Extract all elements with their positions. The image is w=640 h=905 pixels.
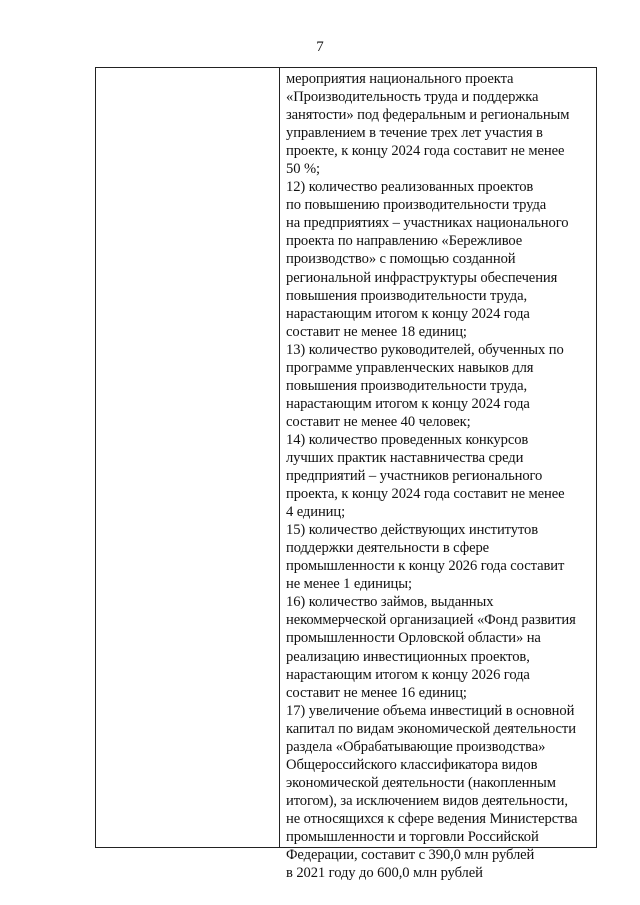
text-line: региональной инфраструктуры обеспечения (286, 269, 558, 286)
text-line: лучших практик наставничества среди (286, 449, 524, 466)
text-line: экономической деятельности (накопленным (286, 774, 556, 791)
text-line: раздела «Обрабатывающие производства» (286, 738, 546, 755)
text-line: проекте, к концу 2024 года составит не менее (286, 143, 565, 160)
table-cell-left (96, 68, 280, 847)
text-line: производство» с помощью созданной (286, 251, 516, 268)
text-line: мероприятия национального проекта (286, 71, 514, 87)
text-line: не относящихся к сфере ведения Министерства (286, 810, 578, 827)
text-line: капитал по видам экономической деятельности (286, 720, 576, 737)
text-line: 12) количество реализованных проектов (286, 179, 534, 196)
text-line: занятости» под федеральным и региональным (286, 107, 570, 124)
table-cell-right (280, 68, 597, 882)
text-line: проекта по направлению «Бережливое (286, 233, 523, 250)
text-line: повышения производительности труда, (286, 287, 528, 304)
page-number: 7 (316, 39, 324, 55)
text-line: повышения производительности труда, (286, 377, 528, 394)
text-line: промышленности к концу 2026 года составит (286, 558, 565, 575)
text-line: промышленности Орловской области» на (286, 630, 541, 647)
text-line: предприятий – участников регионального (286, 468, 543, 485)
text-line: в 2021 году до 600,0 млн рублей (286, 865, 483, 882)
text-line: по повышению производительности труда (286, 197, 547, 214)
text-line: 14) количество проведенных конкурсов (286, 431, 529, 448)
text-line: нарастающим итогом к концу 2026 года (286, 666, 530, 683)
text-line: не менее 1 единицы; (286, 576, 412, 593)
text-line: составит не менее 40 человек; (286, 413, 471, 430)
document-table (95, 67, 597, 882)
text-line: Федерации, составит с 390,0 млн рублей (286, 847, 535, 864)
text-line: проекта, к концу 2024 года составит не менее (286, 486, 565, 503)
text-line: 16) количество займов, выданных (286, 594, 494, 611)
text-line: нарастающим итогом к концу 2024 года (286, 305, 530, 322)
text-line: нарастающим итогом к концу 2024 года (286, 395, 530, 412)
text-line: 50 %; (286, 161, 320, 178)
text-line: управлением в течение трех лет участия в (286, 125, 543, 142)
text-line: 13) количество руководителей, обученных по (286, 341, 564, 358)
text-line: некоммерческой организацией «Фонд развития (286, 612, 576, 629)
text-line: промышленности и торговли Российской (286, 828, 539, 845)
text-line: итогом), за исключением видов деятельности, (286, 792, 568, 809)
text-line: поддержки деятельности в сфере (286, 540, 490, 557)
text-line: 15) количество действующих институтов (286, 522, 539, 539)
text-line: 4 единиц; (286, 504, 346, 521)
text-line: «Производительность труда и поддержка (286, 89, 539, 106)
text-line: реализацию инвестиционных проектов, (286, 648, 530, 665)
text-line: 17) увеличение объема инвестиций в основной (286, 702, 575, 719)
text-line: Общероссийского классификатора видов (286, 756, 538, 773)
text-line: на предприятиях – участниках национального (286, 215, 569, 232)
text-line: программе управленческих навыков для (286, 359, 534, 376)
text-line: составит не менее 18 единиц; (286, 323, 467, 340)
text-line: составит не менее 16 единиц; (286, 684, 467, 701)
